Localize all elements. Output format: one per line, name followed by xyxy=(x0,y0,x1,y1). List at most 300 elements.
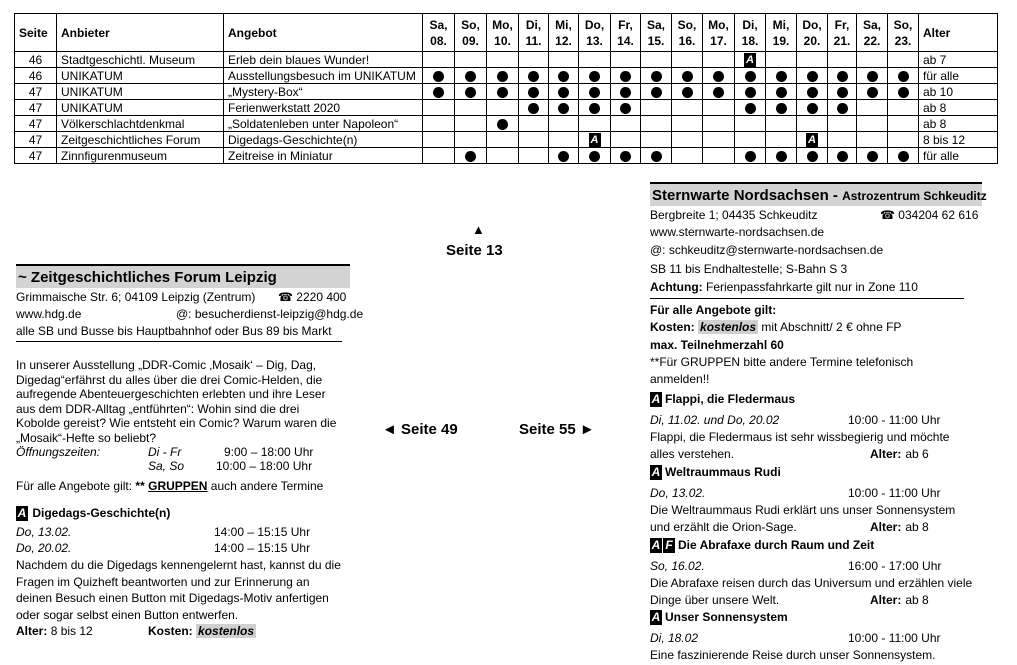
cell-day-empty xyxy=(611,116,641,132)
table-row xyxy=(15,148,998,164)
section-title-main: Sternwarte Nordsachsen - xyxy=(652,187,843,204)
cell-day-empty xyxy=(455,100,487,116)
cell-day xyxy=(735,68,766,84)
bullet-icon xyxy=(558,103,569,114)
cell-day-empty xyxy=(423,100,455,116)
bullet-icon xyxy=(651,87,662,98)
cell-day-empty xyxy=(487,100,519,116)
bullet-icon xyxy=(651,71,662,82)
table-row xyxy=(15,132,998,148)
f-badge-icon: F xyxy=(663,538,675,553)
bullet-icon xyxy=(837,103,848,114)
cell-anbieter: Zinnfigurenmuseum xyxy=(57,148,224,164)
a-badge-icon: A xyxy=(806,133,818,147)
cell-day xyxy=(549,100,579,116)
hours-time-1: 9:00 – 18:00 Uhr xyxy=(224,445,314,459)
bullet-icon xyxy=(589,151,600,162)
a-badge-icon: A xyxy=(651,538,661,553)
bullet-icon xyxy=(898,71,909,82)
offer-title xyxy=(650,392,795,407)
offer-date-1: Do, 13.02. xyxy=(16,525,72,539)
cell-day xyxy=(641,84,672,100)
offer-time-2: 14:00 – 15:15 Uhr xyxy=(214,541,311,555)
day-weekday: Mo, xyxy=(708,17,729,32)
email-link[interactable]: @: schkeuditz@sternwarte-nordsachsen.de xyxy=(650,243,884,257)
cell-day-empty xyxy=(797,116,828,132)
day-weekday: Do, xyxy=(584,17,605,32)
cell-day xyxy=(828,84,857,100)
cell-day xyxy=(487,116,519,132)
cell-day-empty xyxy=(797,52,828,68)
cell-day-empty xyxy=(579,116,611,132)
cell-day-empty xyxy=(549,132,579,148)
day-weekday: Sa, xyxy=(862,17,881,32)
cell-day xyxy=(797,132,828,148)
bullet-icon xyxy=(898,151,909,162)
hours-time-2: 10:00 – 18:00 Uhr xyxy=(216,459,313,473)
sternwarte-section xyxy=(650,182,987,662)
cell-day xyxy=(797,84,828,100)
cell-alter: 8 bis 12 xyxy=(919,132,998,148)
table-row xyxy=(15,84,998,100)
schedule-table xyxy=(14,13,998,164)
alter-value: ab 8 xyxy=(905,593,929,607)
bullet-icon xyxy=(620,151,631,162)
bullet-icon xyxy=(745,151,756,162)
day-date: 22. xyxy=(863,33,881,48)
cell-day xyxy=(828,68,857,84)
cell-day-empty xyxy=(857,100,888,116)
cell-angebot: Digedags-Geschichte(n) xyxy=(224,132,423,148)
cell-day-empty xyxy=(766,132,797,148)
bullet-icon xyxy=(589,103,600,114)
cell-day-empty xyxy=(455,132,487,148)
cell-day-empty xyxy=(487,148,519,164)
day-weekday: So, xyxy=(677,17,697,32)
groups-note-2: anmelden!! xyxy=(650,372,710,386)
day-weekday: Di, xyxy=(525,17,542,32)
groups-note-word: GRUPPEN xyxy=(148,479,208,493)
day-weekday: So, xyxy=(893,17,913,32)
cell-day-empty xyxy=(766,52,797,68)
cell-day xyxy=(487,84,519,100)
offer-time: 10:00 - 11:00 Uhr xyxy=(848,413,941,427)
col-header-day xyxy=(857,14,888,52)
col-header-day xyxy=(672,14,703,52)
offer-date: Di, 11.02. und Do, 20.02 xyxy=(650,413,780,427)
bullet-icon xyxy=(528,103,539,114)
cell-day xyxy=(735,148,766,164)
day-weekday: Di, xyxy=(742,17,758,32)
bullet-icon xyxy=(651,151,662,162)
page-ref-seite-55[interactable] xyxy=(519,421,595,438)
offer-description-line: Die Weltraummaus Rudi erklärt uns unser Sonnensystem xyxy=(650,503,956,517)
cell-day xyxy=(579,100,611,116)
cell-day xyxy=(735,52,766,68)
offer-kosten xyxy=(148,624,256,638)
bullet-icon xyxy=(589,71,600,82)
cell-day-empty xyxy=(672,100,703,116)
bullet-icon xyxy=(807,71,818,82)
groups-note xyxy=(16,479,323,493)
cell-day-empty xyxy=(519,116,549,132)
cell-day xyxy=(797,100,828,116)
offer-title-text: Unser Sonnensystem xyxy=(665,610,788,624)
cell-day xyxy=(455,148,487,164)
cell-day-empty xyxy=(641,116,672,132)
day-date: 15. xyxy=(647,33,665,48)
a-badge-icon: A xyxy=(17,506,27,521)
cell-angebot: Ausstellungsbesuch im UNIKATUM xyxy=(224,68,423,84)
offer-description-line: alles verstehen. xyxy=(650,447,735,461)
col-header-day xyxy=(487,14,519,52)
address: Bergbreite 1; 04435 Schkeuditz xyxy=(650,208,818,222)
cell-seite: 46 xyxy=(15,68,57,84)
cell-seite: 47 xyxy=(15,116,57,132)
transit-info: SB 11 bis Endhaltestelle; S-Bahn S 3 xyxy=(650,262,848,276)
cell-day xyxy=(641,68,672,84)
day-date: 21. xyxy=(833,33,851,48)
bullet-icon xyxy=(497,119,508,130)
cell-day-empty xyxy=(611,132,641,148)
bullet-icon xyxy=(867,87,878,98)
alter-label: Alter: xyxy=(870,447,902,461)
description-line: „Mosaik“-Hefte so beliebt? xyxy=(16,430,157,445)
cell-alter: ab 8 xyxy=(919,116,998,132)
day-date: 16. xyxy=(678,33,696,48)
col-header-day xyxy=(797,14,828,52)
phone xyxy=(278,290,346,304)
left-arrow-icon: ◄ xyxy=(382,421,397,438)
col-header-day xyxy=(579,14,611,52)
bullet-icon xyxy=(528,87,539,98)
offer-description-line: Eine faszinierende Reise durch unser Sonnensystem. xyxy=(650,648,936,662)
day-date: 23. xyxy=(894,33,912,48)
col-header-day xyxy=(766,14,797,52)
a-badge-icon: A xyxy=(651,392,661,407)
page-ref-seite-13[interactable]: Seite 13 xyxy=(446,242,503,259)
email-link[interactable]: @: besucherdienst-leipzig@hdg.de xyxy=(176,307,364,321)
day-weekday: Fr, xyxy=(834,17,850,32)
bullet-icon xyxy=(620,71,631,82)
offer-date: So, 16.02. xyxy=(650,559,705,573)
a-badge-icon: A xyxy=(744,53,756,67)
cell-day-empty xyxy=(519,132,549,148)
cell-day xyxy=(672,84,703,100)
cell-anbieter: UNIKATUM xyxy=(57,84,224,100)
day-date: 19. xyxy=(772,33,790,48)
cell-day xyxy=(455,68,487,84)
cell-day xyxy=(579,84,611,100)
bullet-icon xyxy=(807,151,818,162)
address: Grimmaische Str. 6; 04109 Leipzig (Zentrum) xyxy=(16,290,256,304)
cell-day xyxy=(672,68,703,84)
cell-day xyxy=(857,68,888,84)
section-title-sub: Astrozentrum Schkeuditz xyxy=(842,189,987,203)
bullet-icon xyxy=(589,87,600,98)
bullet-icon xyxy=(837,71,848,82)
cell-day xyxy=(611,148,641,164)
cell-day-empty xyxy=(455,52,487,68)
bullet-icon xyxy=(465,71,476,82)
cell-day xyxy=(549,84,579,100)
col-header-day xyxy=(703,14,735,52)
all-offers-label: Für alle Angebote gilt: xyxy=(650,303,777,317)
description-line: In unserer Ausstellung „DDR-Comic ‚Mosaik‘ – Dig, Dag, xyxy=(16,358,317,372)
col-header-day xyxy=(888,14,919,52)
offer-description-line: oder sogar selbst einen Button entwerfen. xyxy=(16,607,239,622)
col-header-day xyxy=(828,14,857,52)
bullet-icon xyxy=(867,71,878,82)
forum-leipzig-section xyxy=(16,264,364,659)
day-date: 17. xyxy=(710,33,727,48)
bullet-icon xyxy=(898,87,909,98)
cell-day-empty xyxy=(703,100,735,116)
day-date: 13. xyxy=(586,33,603,48)
day-weekday: Sa, xyxy=(429,17,448,32)
a-badge-icon: A xyxy=(651,465,661,480)
day-weekday: Sa, xyxy=(646,17,665,32)
hours-label: Öffnungszeiten: xyxy=(16,445,101,459)
offer-title-text: Flappi, die Fledermaus xyxy=(665,392,796,406)
offer-alter xyxy=(870,520,929,534)
cell-anbieter: Zeitgeschichtliches Forum xyxy=(57,132,224,148)
offer-alter xyxy=(870,593,929,607)
a-badge-icon: A xyxy=(589,133,601,147)
cell-day-empty xyxy=(828,52,857,68)
cell-day-empty xyxy=(888,116,919,132)
cell-day-empty xyxy=(735,116,766,132)
alter-value: ab 6 xyxy=(905,447,929,461)
cell-day-empty xyxy=(423,52,455,68)
cell-day xyxy=(611,68,641,84)
cell-day xyxy=(549,68,579,84)
groups-note-post: auch andere Termine xyxy=(207,479,324,493)
col-header-seite: Seite xyxy=(15,14,57,52)
cell-day-empty xyxy=(519,52,549,68)
cell-seite: 47 xyxy=(15,132,57,148)
cell-day xyxy=(519,68,549,84)
cell-angebot: Zeitreise in Miniatur xyxy=(224,148,423,164)
bullet-icon xyxy=(528,71,539,82)
cell-day-empty xyxy=(641,132,672,148)
bullet-icon xyxy=(745,103,756,114)
section-title xyxy=(650,182,987,206)
cell-day xyxy=(857,148,888,164)
bullet-icon xyxy=(497,71,508,82)
offer-description-line: Flappi, die Fledermaus ist sehr wissbegierig und möchte xyxy=(650,430,950,444)
offer-description-line: Fragen im Quizheft beantworten und zur Erinnerung an xyxy=(16,574,310,589)
cell-day xyxy=(641,148,672,164)
achtung-text: Ferienpassfahrkarte gilt nur in Zone 110 xyxy=(702,280,918,294)
cell-day-empty xyxy=(519,148,549,164)
cell-day-empty xyxy=(888,100,919,116)
offer-title xyxy=(650,538,874,553)
cell-day xyxy=(487,68,519,84)
bullet-icon xyxy=(837,151,848,162)
bullet-icon xyxy=(745,71,756,82)
kosten-note xyxy=(650,320,901,334)
bullet-icon xyxy=(776,103,787,114)
alter-value: 8 bis 12 xyxy=(50,624,93,638)
groups-note-pre: Für alle Angebote gilt: xyxy=(16,479,136,493)
kosten-value: kostenlos xyxy=(198,624,255,638)
cell-day-empty xyxy=(766,116,797,132)
section-title: ~ Zeitgeschichtliches Forum Leipzig xyxy=(16,264,350,288)
bullet-icon xyxy=(745,87,756,98)
col-header-angebot: Angebot xyxy=(224,14,423,52)
cell-day-empty xyxy=(549,52,579,68)
cell-anbieter: Völkerschlachtdenkmal xyxy=(57,116,224,132)
cell-seite: 47 xyxy=(15,100,57,116)
cell-day-empty xyxy=(703,52,735,68)
cell-day xyxy=(766,84,797,100)
cell-day-empty xyxy=(672,148,703,164)
cell-day-empty xyxy=(703,132,735,148)
cell-alter: für alle xyxy=(919,68,998,84)
offer-description-line: und erzählt die Orion-Sage. xyxy=(650,520,797,534)
description-line: aus dem DDR-Alltag „entführten“: Wohin sind die drei xyxy=(16,401,300,416)
offer-title-text: Digedags-Geschichte(n) xyxy=(32,506,171,520)
cell-alter: ab 8 xyxy=(919,100,998,116)
right-arrow-icon: ► xyxy=(579,421,595,438)
cell-day xyxy=(888,68,919,84)
cell-day-empty xyxy=(423,148,455,164)
cell-day xyxy=(888,84,919,100)
cell-day-empty xyxy=(672,132,703,148)
cell-day xyxy=(797,68,828,84)
cell-day-empty xyxy=(549,116,579,132)
cell-day-empty xyxy=(672,52,703,68)
cell-day-empty xyxy=(641,100,672,116)
cell-alter: ab 10 xyxy=(919,84,998,100)
cell-seite: 46 xyxy=(15,52,57,68)
divider xyxy=(650,298,964,299)
page-ref-seite-49-label: Seite 49 xyxy=(401,421,458,438)
day-weekday: So, xyxy=(461,17,480,32)
cell-day xyxy=(888,148,919,164)
cell-day xyxy=(519,100,549,116)
bullet-icon xyxy=(682,87,693,98)
cell-day-empty xyxy=(735,132,766,148)
cell-angebot: „Mystery-Box“ xyxy=(224,84,423,100)
cell-day xyxy=(519,84,549,100)
cell-day-empty xyxy=(423,132,455,148)
cell-day xyxy=(579,148,611,164)
cell-day-empty xyxy=(857,132,888,148)
offer-alter xyxy=(16,624,93,638)
bullet-icon xyxy=(620,103,631,114)
cell-seite: 47 xyxy=(15,84,57,100)
cell-day xyxy=(828,148,857,164)
cell-day xyxy=(611,84,641,100)
col-header-day xyxy=(519,14,549,52)
transit-info: alle SB und Busse bis Hauptbahnhof oder Bus 89 bis Markt xyxy=(16,324,332,338)
offer-description-line: Die Abrafaxe reisen durch das Universum und erzählen viele xyxy=(650,576,973,590)
cell-day xyxy=(579,132,611,148)
cell-day xyxy=(735,84,766,100)
cell-day-empty xyxy=(703,116,735,132)
description-line: Kobolde gereist? Wie entsteht ein Comic? Warum waren die xyxy=(16,416,337,430)
cell-day xyxy=(766,100,797,116)
day-weekday: Fr, xyxy=(618,17,633,32)
bullet-icon xyxy=(776,71,787,82)
phone-number: 034204 62 616 xyxy=(898,208,979,222)
bullet-icon xyxy=(497,87,508,98)
bullet-icon xyxy=(867,151,878,162)
offer-title-text: Weltraummaus Rudi xyxy=(665,465,781,479)
page-ref-seite-55-label: Seite 55 xyxy=(519,421,576,438)
cell-angebot: Ferienwerkstatt 2020 xyxy=(224,100,423,116)
a-badge-icon: A xyxy=(651,610,661,625)
cell-day xyxy=(766,68,797,84)
cell-day-empty xyxy=(888,52,919,68)
cell-day-empty xyxy=(828,116,857,132)
table-row xyxy=(15,100,998,116)
kosten-label: Kosten: xyxy=(650,320,695,334)
offer-title xyxy=(650,610,788,625)
cell-angebot: Erleb dein blaues Wunder! xyxy=(224,52,423,68)
offer-time-1: 14:00 – 15:15 Uhr xyxy=(214,525,311,539)
bullet-icon xyxy=(807,87,818,98)
bullet-icon xyxy=(713,71,724,82)
cell-day xyxy=(455,84,487,100)
day-date: 18. xyxy=(741,33,759,48)
offer-title-text: Die Abrafaxe durch Raum und Zeit xyxy=(678,538,875,552)
achtung-label: Achtung: xyxy=(650,280,703,294)
website-link[interactable]: www.hdg.de xyxy=(16,307,82,321)
up-arrow-icon: ▲ xyxy=(472,222,485,237)
website-link[interactable]: www.sternwarte-nordsachsen.de xyxy=(650,225,825,239)
cell-anbieter: UNIKATUM xyxy=(57,100,224,116)
offer-alter xyxy=(870,447,929,461)
table-row xyxy=(15,68,998,84)
groups-note-1: **Für GRUPPEN bitte andere Termine telefonisch xyxy=(650,355,914,369)
page-ref-seite-49[interactable] xyxy=(382,421,458,438)
cell-day-empty xyxy=(611,52,641,68)
bullet-icon xyxy=(682,71,693,82)
cell-day xyxy=(828,100,857,116)
cell-day-empty xyxy=(455,116,487,132)
bullet-icon xyxy=(776,87,787,98)
day-date: 11. xyxy=(525,33,542,48)
alter-label: Alter: xyxy=(870,593,902,607)
table-header-row xyxy=(15,14,998,52)
offer-date-2: Do, 20.02. xyxy=(16,541,72,555)
offer-title xyxy=(650,465,781,480)
offer-time: 10:00 - 11:00 Uhr xyxy=(848,631,941,645)
cell-day-empty xyxy=(828,132,857,148)
day-date: 12. xyxy=(555,33,572,48)
bullet-icon xyxy=(837,87,848,98)
bullet-icon xyxy=(433,87,444,98)
cell-day-empty xyxy=(703,148,735,164)
cell-day xyxy=(797,148,828,164)
col-header-day xyxy=(735,14,766,52)
alter-label: Alter: xyxy=(16,624,48,638)
offer-description-line: deinen Besuch einen Button mit Digedags-Motiv anfertigen xyxy=(16,591,329,605)
cell-day xyxy=(703,84,735,100)
divider xyxy=(16,341,342,342)
cell-day-empty xyxy=(888,132,919,148)
max-participants: max. Teilnehmerzahl 60 xyxy=(650,338,784,352)
achtung-note xyxy=(650,280,918,294)
cell-anbieter: Stadtgeschichtl. Museum xyxy=(57,52,224,68)
offer-title xyxy=(16,506,170,521)
cell-day-empty xyxy=(487,52,519,68)
cell-day-empty xyxy=(579,52,611,68)
col-header-day xyxy=(455,14,487,52)
